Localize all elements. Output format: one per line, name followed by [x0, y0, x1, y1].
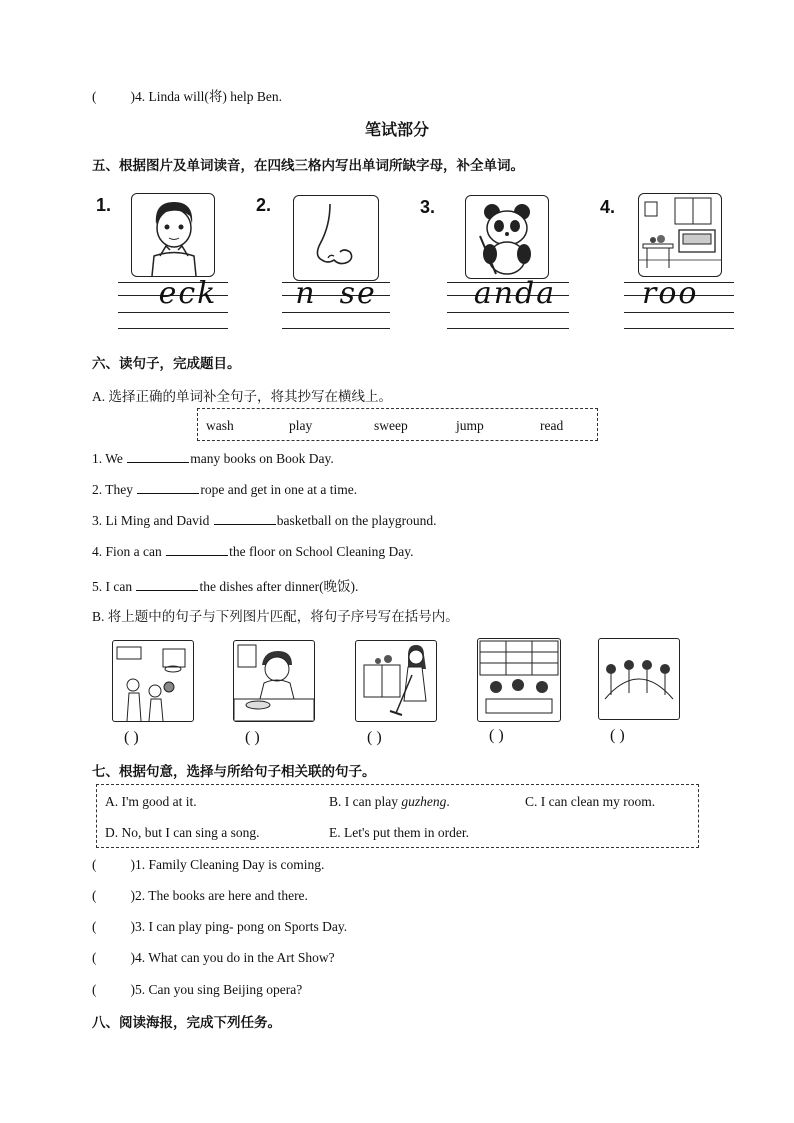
answer-blank[interactable] — [127, 450, 189, 463]
item-number: 3. — [420, 197, 436, 217]
answer-paren[interactable]: ( ) — [610, 727, 625, 744]
answer-blank[interactable] — [214, 512, 276, 525]
answer-blank[interactable] — [136, 578, 198, 591]
item-number: 2. — [256, 195, 272, 215]
sentence-1: 1. We many books on Book Day. — [92, 451, 334, 466]
answer-blank[interactable] — [137, 481, 199, 494]
jump-rope-picture — [598, 638, 680, 720]
section7-heading: 七、根据句意，选择与所给句子相关联的句子。 — [92, 764, 376, 780]
option-c: C. I can clean my room. — [525, 794, 656, 809]
word-bank-item: play — [289, 418, 313, 433]
panda-picture — [465, 195, 549, 279]
word-bank-item: wash — [206, 418, 234, 433]
option-a: A. I'm good at it. — [105, 794, 197, 809]
room-picture — [638, 193, 722, 277]
part-a-instruction: A. 选择正确的单词补全句子，将其抄写在横线上。 — [92, 389, 392, 404]
option-b: B. I can play guzheng. — [329, 794, 450, 809]
basketball-picture — [112, 640, 194, 722]
sentence-5: 5. I can the dishes after dinner(晚饭). — [92, 579, 359, 594]
question-item: ( )2. The books are here and there. — [92, 888, 308, 903]
answer-paren[interactable]: ( ) — [489, 727, 504, 744]
item-number: 1. — [96, 195, 112, 215]
section8-heading: 八、阅读海报，完成下列任务。 — [92, 1015, 281, 1031]
sentence-2: 2. They rope and get in one at a time. — [92, 482, 358, 497]
four-line-grid-1[interactable] — [118, 276, 228, 330]
options-box — [96, 784, 699, 848]
partial-word: anda — [473, 276, 557, 311]
word-bank-item: jump — [456, 418, 484, 433]
answer-paren[interactable]: ( ) — [367, 729, 382, 746]
nose-picture — [293, 195, 379, 281]
washing-dishes-picture — [233, 640, 315, 722]
question-item: ( )3. I can play ping- pong on Sports Day. — [92, 919, 348, 934]
item-number: 4. — [600, 197, 616, 217]
four-line-grid-2[interactable] — [282, 276, 390, 330]
question-item — [92, 85, 282, 105]
partial-word: eck — [158, 276, 218, 311]
part-b-instruction: B. 将上题中的句子与下列图片匹配，将句子序号写在括号内。 — [92, 609, 459, 624]
boy-neck-picture — [131, 193, 215, 277]
answer-paren-close: ) — [130, 89, 135, 104]
sentence-3: 3. Li Ming and David basketball on the playground. — [92, 513, 437, 528]
reading-picture — [477, 638, 561, 722]
question-text: 4. Linda will(将) help Ben. — [135, 89, 282, 104]
option-e: E. Let's put them in order. — [329, 825, 470, 840]
four-line-grid-4[interactable] — [624, 276, 734, 330]
word-bank-item: sweep — [374, 418, 408, 433]
question-item: ( )1. Family Cleaning Day is coming. — [92, 857, 325, 872]
answer-blank[interactable] — [166, 543, 228, 556]
four-line-grid-3[interactable] — [447, 276, 569, 330]
sentence-4: 4. Fion a can the floor on School Cleaning Day. — [92, 544, 414, 559]
answer-paren[interactable]: ( ) — [124, 729, 139, 746]
question-item: ( )4. What can you do in the Art Show? — [92, 950, 335, 965]
option-d: D. No, but I can sing a song. — [105, 825, 260, 840]
section5-heading: 五、根据图片及单词读音，在四线三格内写出单词所缺字母，补全单词。 — [92, 158, 524, 174]
word-bank-item: read — [540, 418, 564, 433]
question-item: ( )5. Can you sing Beijing opera? — [92, 982, 303, 997]
section-title: 笔试部分 — [364, 120, 429, 139]
answer-paren-open: ( — [92, 89, 97, 104]
sweeping-picture — [355, 640, 437, 722]
partial-word: roo — [642, 276, 699, 311]
partial-word: n se — [295, 276, 377, 311]
word-bank — [197, 408, 598, 441]
answer-paren[interactable]: ( ) — [245, 729, 260, 746]
section6-heading: 六、读句子，完成题目。 — [92, 356, 241, 372]
